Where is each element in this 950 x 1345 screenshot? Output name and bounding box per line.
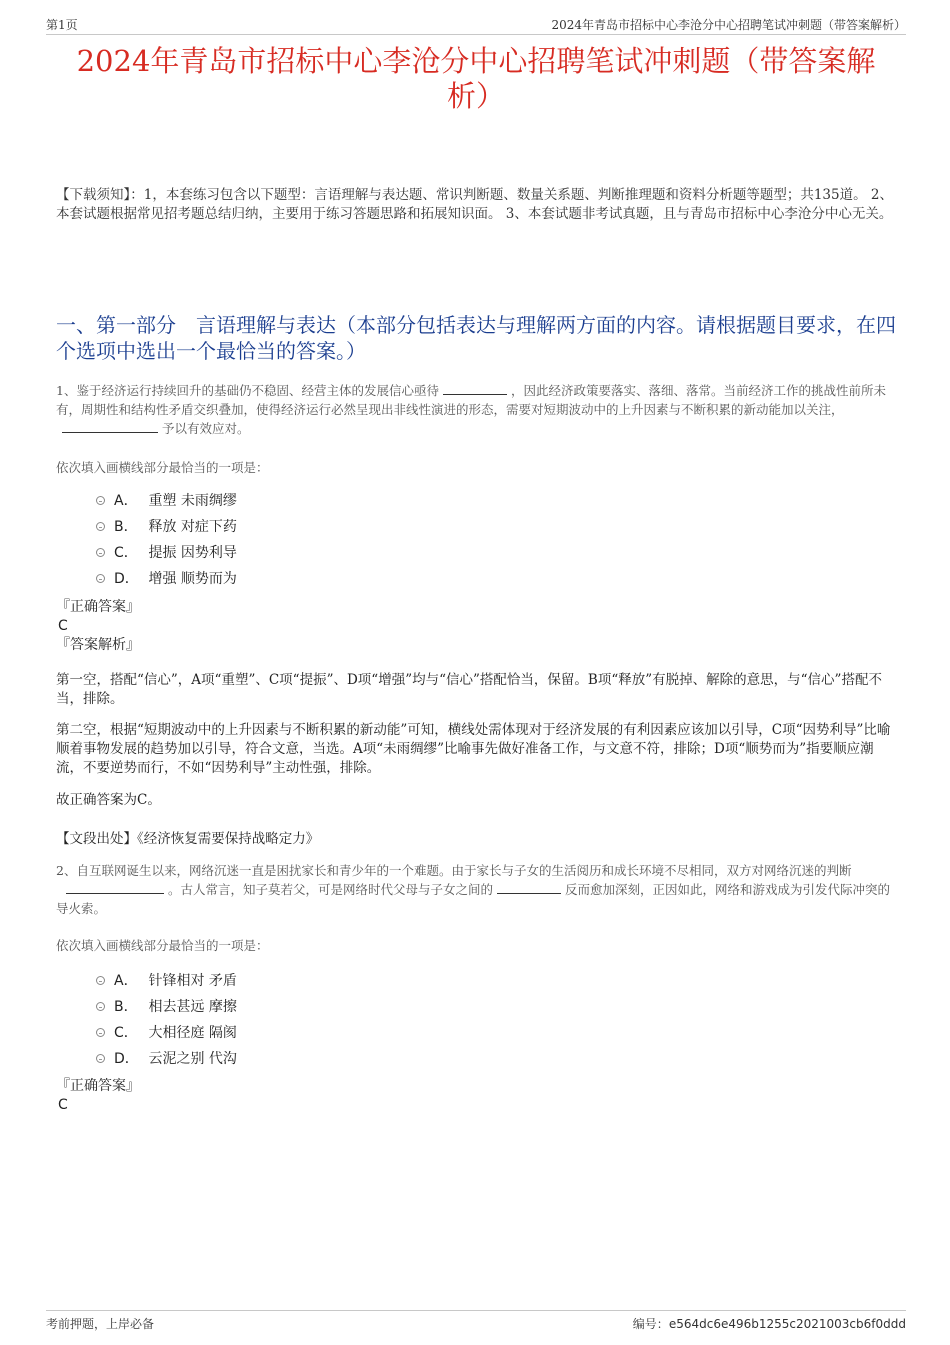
footer-slogan: 考前押题，上岸必备 [46, 1317, 155, 1331]
question-1-text-a: 1、鉴于经济运行持续回升的基础仍不稳固、经营主体的发展信心亟待 [56, 383, 439, 398]
option-b[interactable] [56, 994, 898, 1020]
option-d[interactable] [56, 566, 898, 592]
question-1-text-b: ，因此经济政策要落实、落细、落常。当前经济工作的挑战性前所未有，周期性和结构性矛盾交织叠加，使得经济运行必然呈现出非线性演进的形态，需要对短期波动中的上升因素与不断积累的新动能加以关注， [56, 383, 886, 417]
option-letter: B． [114, 999, 138, 1015]
page-header [46, 14, 906, 35]
radio-icon[interactable] [96, 574, 105, 583]
header-doc-title: 2024年青岛市招标中心李沧分中心招聘笔试冲刺题（带答案解析） [551, 18, 906, 32]
option-letter: C． [114, 1025, 138, 1041]
question-2-text [56, 861, 898, 918]
option-a[interactable] [56, 488, 898, 514]
footer-code-value: e564dc6e496b1255c2021003cb6f0ddd [668, 1317, 906, 1331]
question-2-answer [56, 1076, 898, 1114]
option-letter: C． [114, 545, 138, 561]
source-citation: 【文段出处】《经济恢复需要保持战略定力》 [56, 831, 320, 847]
download-notice: 【下载须知】：1，本套练习包含以下题型：言语理解与表达题、常识判断题、数量关系题、判断推理题和资料分析题等题型；共135道。 2、本套试题根据常见招考题总结归纳，主要用于练习答题思路和拓展知识面。 3、本套试题非考试真题，且与青岛市招标中心李沧分中心无关。 [56, 187, 893, 222]
radio-icon[interactable] [96, 496, 105, 505]
page-number: 第1页 [46, 18, 78, 32]
section-title: 一、第一部分 言语理解与表达（本部分包括表达与理解两方面的内容。请根据题目要求，在四个选项中选出一个最恰当的答案。） [56, 313, 896, 363]
blank-line [66, 881, 164, 894]
radio-icon[interactable] [96, 976, 105, 985]
page-footer [46, 1310, 906, 1335]
question-1-answer [56, 597, 898, 655]
question-1-options [56, 488, 898, 592]
question-1 [56, 381, 898, 438]
option-letter: A． [114, 973, 138, 989]
option-d[interactable] [56, 1046, 898, 1072]
analysis-paragraph: 第二空，根据“短期波动中的上升因素与不断积累的新动能”可知，横线处需体现对于经济发展的有利因素应该加以引导，C项“因势利导”比喻顺着事物发展的趋势加以引导，符合文意，当选。A项“未雨绸缪”比喻事先做好准备工作，与文意不符，排除；D项“顺势而为”指要顺应潮流，不要逆势而行，不如“因势利导”主动性强，排除。 [56, 722, 891, 776]
question-1-text [56, 381, 898, 438]
radio-icon[interactable] [96, 522, 105, 531]
question-1-text-c: 予以有效应对。 [161, 421, 250, 436]
radio-icon[interactable] [96, 1028, 105, 1037]
analysis-label: 『答案解析』 [56, 637, 140, 653]
option-a[interactable] [56, 968, 898, 994]
radio-icon[interactable] [96, 1054, 105, 1063]
answer-label: 『正确答案』 [56, 599, 140, 615]
option-text: 云泥之别 代沟 [148, 1051, 237, 1067]
footer-code-label: 编号： [632, 1317, 669, 1331]
question-2 [56, 861, 898, 918]
answer-value: C [58, 1097, 68, 1113]
option-letter: D． [114, 1051, 139, 1067]
blank-line [443, 382, 507, 395]
option-c[interactable] [56, 1020, 898, 1046]
blank-line [497, 881, 561, 894]
option-text: 释放 对症下药 [148, 519, 237, 535]
analysis-paragraph: 第一空，搭配“信心”，A项“重塑”、C项“提振”、D项“增强”均与“信心”搭配恰当，保留。B项“释放”有脱掉、解除的意思，与“信心”搭配不当，排除。 [56, 672, 882, 707]
option-c[interactable] [56, 540, 898, 566]
answer-label: 『正确答案』 [56, 1078, 140, 1094]
option-text: 提振 因势利导 [148, 545, 237, 561]
analysis-conclusion: 故正确答案为C。 [56, 792, 161, 808]
option-b[interactable] [56, 514, 898, 540]
option-letter: D． [114, 571, 139, 587]
question-2-options [56, 968, 898, 1072]
question-2-text-c: 反而愈加深刻，正因如此，网络和游戏成为引发代际冲突的导火索。 [56, 882, 890, 916]
answer-value: C [58, 618, 68, 634]
footer-code [633, 1315, 906, 1332]
option-letter: B． [114, 519, 138, 535]
radio-icon[interactable] [96, 1002, 105, 1011]
document-title: 2024年青岛市招标中心李沧分中心招聘笔试冲刺题（带答案解析） [76, 44, 876, 113]
question-1-prompt: 依次填入画横线部分最恰当的一项是： [56, 460, 269, 475]
question-2-text-b: 。古人常言，知子莫若父，可是网络时代父母与子女之间的 [167, 882, 493, 897]
option-text: 相去甚远 摩擦 [148, 999, 237, 1015]
blank-line [62, 420, 158, 433]
option-text: 增强 顺势而为 [148, 571, 237, 587]
option-text: 针锋相对 矛盾 [148, 973, 237, 989]
question-1-analysis [56, 671, 898, 810]
question-2-prompt: 依次填入画横线部分最恰当的一项是： [56, 938, 269, 953]
radio-icon[interactable] [96, 548, 105, 557]
option-text: 重塑 未雨绸缪 [148, 493, 237, 509]
option-text: 大相径庭 隔阂 [148, 1025, 237, 1041]
question-2-text-a: 2、自互联网诞生以来，网络沉迷一直是困扰家长和青少年的一个难题。由于家长与子女的生活阅历和成长环境不尽相同，双方对网络沉迷的判断 [56, 863, 852, 878]
option-letter: A． [114, 493, 138, 509]
